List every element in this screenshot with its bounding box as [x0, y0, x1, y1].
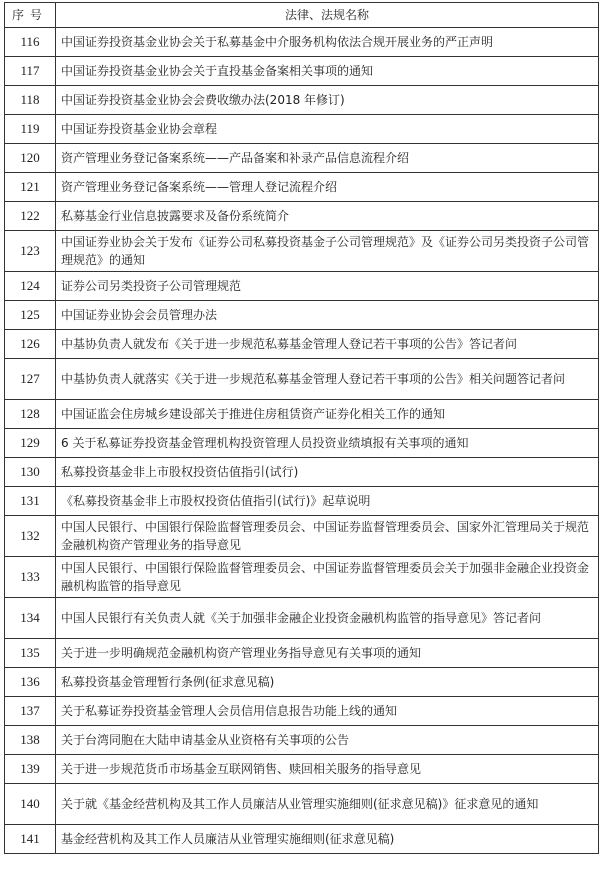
row-regulation-name: 中国证券业协会会员管理办法	[56, 301, 599, 330]
row-regulation-name: 关于私募证券投资基金管理人会员信用信息报告功能上线的通知	[56, 697, 599, 726]
row-regulation-name: 中基协负责人就发布《关于进一步规范私募基金管理人登记若干事项的公告》答记者问	[56, 330, 599, 359]
row-regulation-name: 中基协负责人就落实《关于进一步规范私募基金管理人登记若干事项的公告》相关问题答记者问	[56, 359, 599, 400]
table-row	[5, 173, 599, 202]
table-row	[5, 557, 599, 598]
row-number: 118	[5, 86, 56, 115]
table-row	[5, 272, 599, 301]
row-regulation-name: 中国证券投资基金业协会关于私募基金中介服务机构依法合规开展业务的严正声明	[56, 28, 599, 57]
header-name: 法律、法规名称	[56, 3, 599, 28]
table-row	[5, 784, 599, 825]
row-regulation-name: 关于就《基金经营机构及其工作人员廉洁从业管理实施细则(征求意见稿)》征求意见的通知	[56, 784, 599, 825]
table-header-row	[5, 3, 599, 28]
row-regulation-name: 中国证券投资基金业协会会费收缴办法(2018 年修订)	[56, 86, 599, 115]
row-regulation-name: 《私募投资基金非上市股权投资估值指引(试行)》起草说明	[56, 487, 599, 516]
table-row	[5, 400, 599, 429]
table-row	[5, 429, 599, 458]
table-row	[5, 726, 599, 755]
row-number: 132	[5, 516, 56, 557]
row-number: 122	[5, 202, 56, 231]
row-number: 141	[5, 825, 56, 854]
row-number: 137	[5, 697, 56, 726]
row-number: 129	[5, 429, 56, 458]
row-number: 120	[5, 144, 56, 173]
row-number: 130	[5, 458, 56, 487]
table-row	[5, 825, 599, 854]
row-number: 125	[5, 301, 56, 330]
row-number: 127	[5, 359, 56, 400]
table-row	[5, 639, 599, 668]
row-regulation-name: 中国证券投资基金业协会关于直投基金备案相关事项的通知	[56, 57, 599, 86]
row-number: 131	[5, 487, 56, 516]
table-row	[5, 57, 599, 86]
row-regulation-name: 6 关于私募证券投资基金管理机构投资管理人员投资业绩填报有关事项的通知	[56, 429, 599, 458]
table-row	[5, 487, 599, 516]
row-regulation-name: 关于进一步明确规范金融机构资产管理业务指导意见有关事项的通知	[56, 639, 599, 668]
row-number: 134	[5, 598, 56, 639]
row-regulation-name: 中国人民银行、中国银行保险监督管理委员会、中国证券监督管理委员会关于加强非金融企业投资金融机构监管的指导意见	[56, 557, 599, 598]
row-regulation-name: 中国人民银行、中国银行保险监督管理委员会、中国证券监督管理委员会、国家外汇管理局关于规范金融机构资产管理业务的指导意见	[56, 516, 599, 557]
row-regulation-name: 中国证券业协会关于发布《证券公司私募投资基金子公司管理规范》及《证券公司另类投资子公司管理规范》的通知	[56, 231, 599, 272]
row-regulation-name: 关于台湾同胞在大陆申请基金从业资格有关事项的公告	[56, 726, 599, 755]
row-number: 135	[5, 639, 56, 668]
row-number: 140	[5, 784, 56, 825]
row-regulation-name: 证券公司另类投资子公司管理规范	[56, 272, 599, 301]
row-regulation-name: 中国证监会住房城乡建设部关于推进住房租赁资产证券化相关工作的通知	[56, 400, 599, 429]
row-number: 119	[5, 115, 56, 144]
row-regulation-name: 私募投资基金非上市股权投资估值指引(试行)	[56, 458, 599, 487]
table-row	[5, 202, 599, 231]
row-regulation-name: 中国证券投资基金业协会章程	[56, 115, 599, 144]
table-row	[5, 144, 599, 173]
table-row	[5, 516, 599, 557]
row-number: 124	[5, 272, 56, 301]
table-row	[5, 697, 599, 726]
row-number: 117	[5, 57, 56, 86]
table-row	[5, 28, 599, 57]
row-number: 126	[5, 330, 56, 359]
row-regulation-name: 私募投资基金管理暂行条例(征求意见稿)	[56, 668, 599, 697]
table-row	[5, 86, 599, 115]
row-number: 121	[5, 173, 56, 202]
row-number: 133	[5, 557, 56, 598]
row-number: 116	[5, 28, 56, 57]
row-regulation-name: 私募基金行业信息披露要求及备份系统简介	[56, 202, 599, 231]
row-number: 138	[5, 726, 56, 755]
row-regulation-name: 资产管理业务登记备案系统——产品备案和补录产品信息流程介绍	[56, 144, 599, 173]
row-number: 136	[5, 668, 56, 697]
row-number: 139	[5, 755, 56, 784]
table-row	[5, 231, 599, 272]
row-regulation-name: 基金经营机构及其工作人员廉洁从业管理实施细则(征求意见稿)	[56, 825, 599, 854]
table-row	[5, 668, 599, 697]
table-row	[5, 301, 599, 330]
table-row	[5, 330, 599, 359]
table-row	[5, 598, 599, 639]
row-regulation-name: 资产管理业务登记备案系统——管理人登记流程介绍	[56, 173, 599, 202]
row-regulation-name: 关于进一步规范货币市场基金互联网销售、赎回相关服务的指导意见	[56, 755, 599, 784]
table-row	[5, 359, 599, 400]
row-regulation-name: 中国人民银行有关负责人就《关于加强非金融企业投资金融机构监管的指导意见》答记者问	[56, 598, 599, 639]
row-number: 128	[5, 400, 56, 429]
header-number: 序号	[5, 3, 56, 28]
row-number: 123	[5, 231, 56, 272]
regulations-table	[4, 2, 599, 854]
table-row	[5, 458, 599, 487]
table-row	[5, 115, 599, 144]
table-row	[5, 755, 599, 784]
